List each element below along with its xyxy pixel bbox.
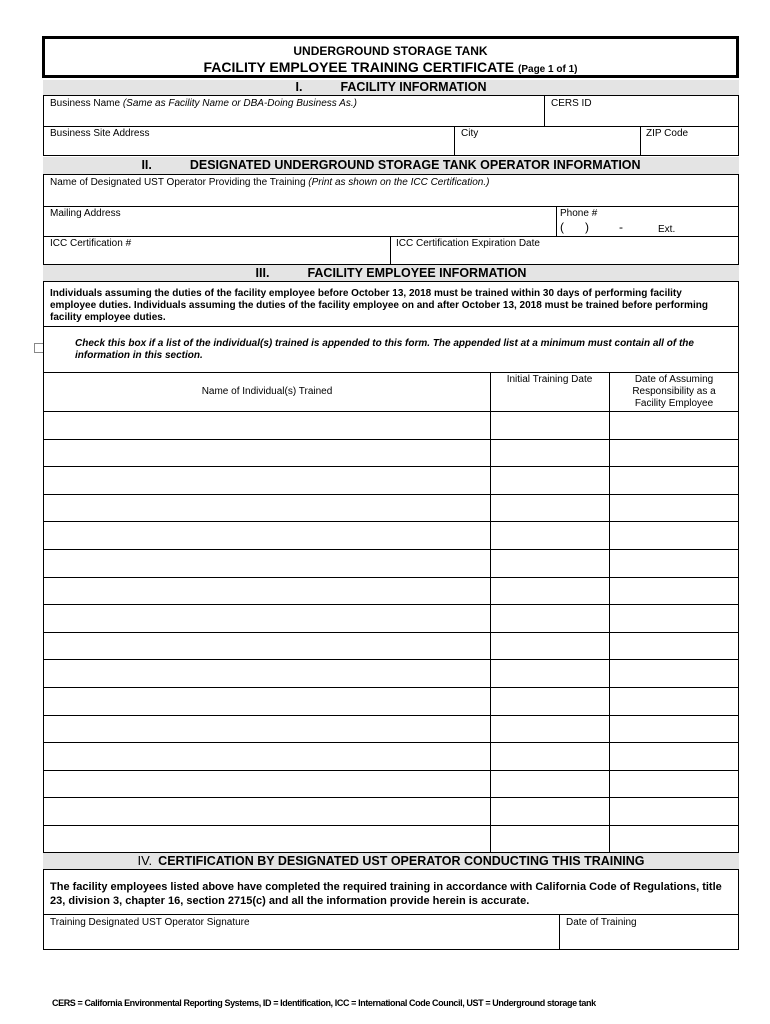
section1-title: FACILITY INFORMATION (340, 80, 487, 94)
form-title-line2: FACILITY EMPLOYEE TRAINING CERTIFICATE (Page 1 of 1) (203, 59, 578, 75)
table-cell-initial[interactable] (490, 660, 609, 687)
section2-number: II. (141, 158, 152, 172)
section1-number: I. (295, 80, 303, 94)
zip-code-field[interactable]: ZIP Code (646, 128, 689, 139)
cers-id-field[interactable]: CERS ID (551, 98, 592, 109)
section4-number: IV. (137, 853, 153, 868)
icc-certification-field[interactable]: ICC Certification # (50, 238, 132, 249)
col-header-initial-date: Initial Training Date (506, 374, 593, 385)
icc-expiration-field[interactable]: ICC Certification Expiration Date (396, 238, 540, 249)
section1-header (43, 80, 739, 95)
table-cell-name[interactable] (44, 412, 490, 439)
employee-instructions-text: Individuals assuming the duties of the facility employee before October 13, 2018 must be trained within 30 days of performing facility employee duties. Individuals assuming the duties of the facility employee on and after October 13, 2018 must be trained before performing facility employee duties. (50, 288, 708, 323)
table-cell-initial[interactable] (490, 798, 609, 825)
table-cell-name[interactable] (44, 826, 490, 853)
table-cell-initial[interactable] (490, 440, 609, 467)
page-indicator: (Page 1 of 1) (518, 64, 578, 75)
table-cell-name[interactable] (44, 660, 490, 687)
table-cell-initial[interactable] (490, 412, 609, 439)
certification-statement: The facility employees listed above have completed the required training in accordance with California Code of Regulations, title 23, division 3, chapter 16, section 2715(c) and all the information provide herein is accurate. (50, 881, 722, 907)
form-header (42, 36, 739, 78)
phone-ext-field[interactable]: Ext. (658, 224, 676, 235)
table-cell-initial[interactable] (490, 771, 609, 798)
table-cell-initial[interactable] (490, 716, 609, 743)
section2-title: DESIGNATED UNDERGROUND STORAGE TANK OPERATOR INFORMATION (189, 158, 641, 172)
table-cell-assume[interactable] (609, 522, 739, 549)
table-cell-name[interactable] (44, 771, 490, 798)
table-cell-initial[interactable] (490, 826, 609, 853)
table-cell-assume[interactable] (609, 771, 739, 798)
business-site-address-field[interactable]: Business Site Address (50, 128, 150, 139)
table-cell-name[interactable] (44, 522, 490, 549)
table-cell-name[interactable] (44, 716, 490, 743)
list-appended-text: Check this box if a list of the individual(s) trained is appended to this form. The appended list at a minimum must contain all of the information in this section. (75, 338, 694, 361)
table-cell-assume[interactable] (609, 660, 739, 687)
phone-field[interactable]: Phone # (560, 208, 598, 219)
table-cell-initial[interactable] (490, 633, 609, 660)
table-cell-initial[interactable] (490, 688, 609, 715)
table-cell-assume[interactable] (609, 412, 739, 439)
table-cell-assume[interactable] (609, 688, 739, 715)
form-title-line1: UNDERGROUND STORAGE TANK (293, 44, 488, 58)
section3-number: III. (255, 266, 270, 280)
table-cell-assume[interactable] (609, 495, 739, 522)
table-cell-name[interactable] (44, 440, 490, 467)
table-cell-assume[interactable] (609, 550, 739, 577)
phone-open-paren: ( (560, 220, 564, 234)
facility-info-box (43, 95, 739, 156)
table-cell-name[interactable] (44, 605, 490, 632)
table-cell-initial[interactable] (490, 578, 609, 605)
table-cell-assume[interactable] (609, 467, 739, 494)
table-cell-name[interactable] (44, 688, 490, 715)
table-cell-assume[interactable] (609, 743, 739, 770)
table-cell-name[interactable] (44, 743, 490, 770)
table-cell-name[interactable] (44, 633, 490, 660)
table-cell-assume[interactable] (609, 798, 739, 825)
table-cell-name[interactable] (44, 495, 490, 522)
training-date-field[interactable]: Date of Training (566, 917, 637, 928)
section4-header (43, 853, 739, 869)
phone-close-paren: ) (585, 220, 589, 234)
table-cell-initial[interactable] (490, 495, 609, 522)
col-header-name: Name of Individual(s) Trained (201, 386, 333, 397)
col-header-assume-date: Date of Assuming Responsibility as a Facility Employee (632, 374, 716, 409)
table-cell-name[interactable] (44, 798, 490, 825)
business-name-field[interactable]: Business Name (Same as Facility Name or DBA-Doing Business As.) (50, 98, 357, 109)
operator-signature-field[interactable]: Training Designated UST Operator Signature (50, 917, 250, 928)
table-cell-assume[interactable] (609, 716, 739, 743)
table-cell-name[interactable] (44, 550, 490, 577)
table-cell-assume[interactable] (609, 826, 739, 853)
table-cell-name[interactable] (44, 578, 490, 605)
operator-info-box (43, 174, 739, 265)
certification-box (43, 869, 739, 950)
section4-title: CERTIFICATION BY DESIGNATED UST OPERATOR CONDUCTING THIS TRAINING (158, 854, 645, 868)
table-cell-assume[interactable] (609, 578, 739, 605)
table-cell-assume[interactable] (609, 440, 739, 467)
footer-abbreviations: CERS = California Environmental Reporting Systems, ID = Identification, ICC = International Code Council, UST = Underground storage tank (52, 998, 596, 1008)
table-cell-initial[interactable] (490, 605, 609, 632)
table-cell-initial[interactable] (490, 467, 609, 494)
table-cell-initial[interactable] (490, 743, 609, 770)
mailing-address-field[interactable]: Mailing Address (50, 208, 121, 219)
section3-title: FACILITY EMPLOYEE INFORMATION (307, 266, 527, 280)
section3-header (43, 265, 739, 281)
table-cell-name[interactable] (44, 467, 490, 494)
operator-name-field[interactable]: Name of Designated UST Operator Providing the Training (Print as shown on the ICC Certification.) (50, 177, 490, 188)
table-cell-assume[interactable] (609, 633, 739, 660)
list-appended-box (43, 327, 739, 373)
employee-instructions-box (43, 281, 739, 327)
city-field[interactable]: City (461, 128, 479, 139)
table-cell-initial[interactable] (490, 550, 609, 577)
table-cell-assume[interactable] (609, 605, 739, 632)
section2-header (43, 157, 739, 174)
phone-dash: - (619, 220, 623, 234)
employee-table (43, 372, 739, 853)
table-cell-initial[interactable] (490, 522, 609, 549)
